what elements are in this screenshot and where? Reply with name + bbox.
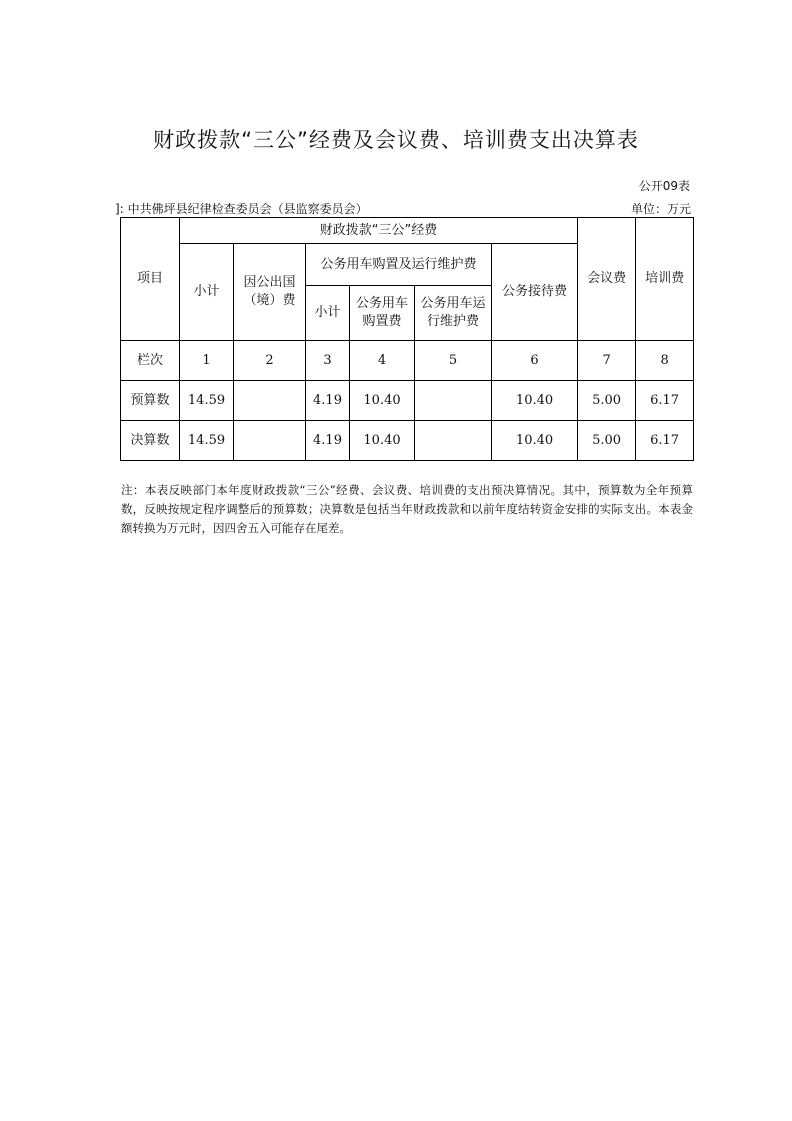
cell — [415, 381, 492, 421]
cell: 5.00 — [578, 421, 636, 461]
cell — [234, 381, 306, 421]
cell: 10.40 — [492, 421, 578, 461]
cell: 7 — [578, 341, 636, 381]
header-subtotal: 小计 — [180, 244, 234, 341]
header-vehicle-purchase: 公务用车购置费 — [350, 286, 415, 341]
row-label: 栏次 — [121, 341, 180, 381]
header-abroad: 因公出国（境）费 — [234, 244, 306, 341]
cell: 10.40 — [492, 381, 578, 421]
cell: 10.40 — [350, 421, 415, 461]
header-vehicle-maintenance: 公务用车运行维护费 — [415, 286, 492, 341]
cell: 6.17 — [636, 381, 694, 421]
cell: 10.40 — [350, 381, 415, 421]
cell: 8 — [636, 341, 694, 381]
cell: 14.59 — [180, 421, 234, 461]
cell: 5.00 — [578, 381, 636, 421]
header-three-public: 财政拨款“三公”经费 — [180, 218, 578, 244]
table-row — [121, 421, 694, 461]
unit-name — [115, 200, 368, 217]
row-label: 决算数 — [121, 421, 180, 461]
header-vehicle-subtotal: 小计 — [306, 286, 350, 341]
cell: 4.19 — [306, 381, 350, 421]
page-title: 财政拨款“三公”经费及会议费、培训费支出决算表 — [153, 128, 639, 152]
cell: 5 — [415, 341, 492, 381]
unit-prefix: ]: — [115, 202, 124, 216]
currency-unit: 单位：万元 — [630, 202, 691, 216]
header-meeting: 会议费 — [578, 218, 636, 341]
unit-name-text: 中共佛坪县纪律检查委员会（县监察委员会） — [127, 202, 368, 216]
cell: 6 — [492, 341, 578, 381]
cell: 4 — [350, 341, 415, 381]
cell: 4.19 — [306, 421, 350, 461]
expenditure-table — [120, 217, 694, 461]
header-vehicle-group: 公务用车购置及运行维护费 — [306, 244, 492, 286]
cell: 2 — [234, 341, 306, 381]
row-label: 预算数 — [121, 381, 180, 421]
cell — [234, 421, 306, 461]
header-reception: 公务接待费 — [492, 244, 578, 341]
form-number: 公开09表 — [638, 179, 690, 193]
footnote: 注：本表反映部门本年度财政拨款“三公”经费、会议费、培训费的支出预决算情况。其中，预算数为全年预算数，反映按规定程序调整后的预算数；决算数是包括当年财政拨款和以前年度结转资金安排的实际支出。本表金额转换为万元时，因四舍五入可能存在尾差。 — [121, 483, 693, 535]
header-training: 培训费 — [636, 218, 694, 341]
cell — [415, 421, 492, 461]
cell: 1 — [180, 341, 234, 381]
cell: 14.59 — [180, 381, 234, 421]
table-row — [121, 341, 694, 381]
table-row — [121, 381, 694, 421]
cell: 3 — [306, 341, 350, 381]
cell: 6.17 — [636, 421, 694, 461]
header-item: 项目 — [121, 218, 180, 341]
